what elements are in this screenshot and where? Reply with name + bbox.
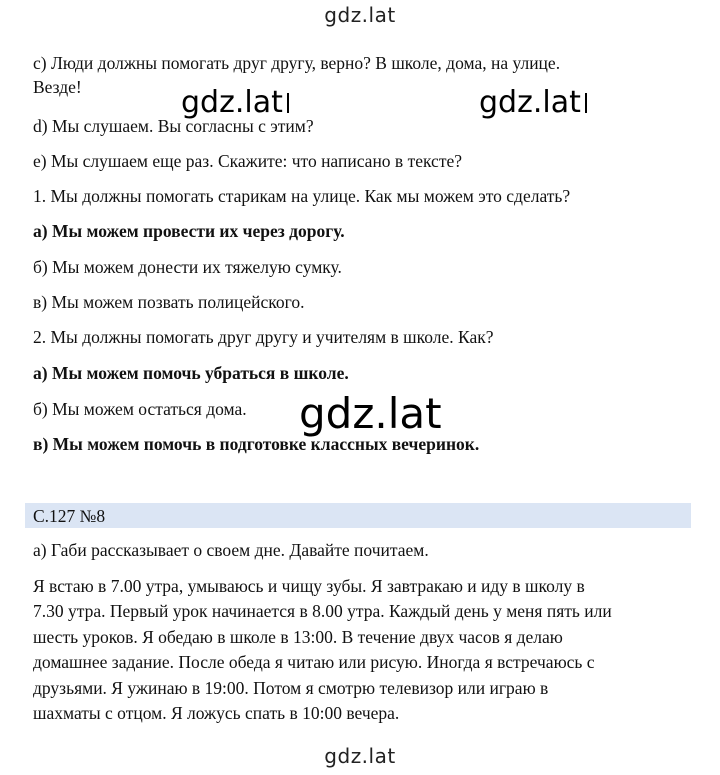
line-e: е) Мы слушаем еще раз. Скажите: что написано в тексте? <box>33 151 463 171</box>
paragraph-line: шесть уроков. Я обедаю в школе в 13:00. В течение двух часов я делаю <box>33 626 563 647</box>
watermark-bar <box>287 93 289 113</box>
section-title: С.127 №8 <box>33 506 106 526</box>
paragraph-line: друзьями. Я ужинаю в 19:00. Потом я смотрю телевизор или играю в <box>33 677 549 698</box>
paragraph-line: шахматы с отцом. Я ложусь спать в 10:00 вечера. <box>33 703 400 724</box>
watermark-bar <box>585 93 587 113</box>
answer-2a: а) Мы можем помочь убраться в школе. <box>33 363 349 383</box>
section-header <box>25 503 691 528</box>
line-c-1: с) Люди должны помогать друг другу, верно? В школе, дома, на улице. <box>33 53 561 73</box>
line-c-2: Везде! <box>33 77 82 97</box>
answer-1a: а) Мы можем провести их через дорогу. <box>33 221 345 241</box>
answer-2c: в) Мы можем помочь в подготовке классных вечеринок. <box>33 434 480 454</box>
watermark-mid-left-text: gdz.lat <box>181 85 283 120</box>
paragraph-line: Я встаю в 7.00 утра, умываюсь и чищу зубы. Я завтракаю и иду в школу в <box>33 576 585 596</box>
answer-1b: б) Мы можем донести их тяжелую сумку. <box>33 257 342 277</box>
watermark-center: gdz.lat <box>299 389 442 438</box>
watermark-mid-right <box>479 85 587 120</box>
question-2: 2. Мы должны помогать друг другу и учителям в школе. Как? <box>33 327 494 347</box>
watermark-mid-right-text: gdz.lat <box>479 85 581 120</box>
answer-1c: в) Мы можем позвать полицейского. <box>33 292 305 312</box>
paragraph-line: 7.30 утра. Первый урок начинается в 8.00 утра. Каждый день у меня пять или <box>33 601 612 622</box>
watermark-top: gdz.lat <box>324 3 396 27</box>
line-d: d) Мы слушаем. Вы согласны с этим? <box>33 116 314 136</box>
watermark-bottom: gdz.lat <box>324 744 396 768</box>
answer-2b: б) Мы можем остаться дома. <box>33 399 247 419</box>
paragraph-line: домашнее задание. После обеда я читаю или рисую. Иногда я встречаюсь с <box>33 652 595 673</box>
story-paragraph <box>33 574 693 726</box>
question-1: 1. Мы должны помогать старикам на улице. Как мы можем это сделать? <box>33 186 571 206</box>
section-intro: а) Габи рассказывает о своем дне. Давайте почитаем. <box>33 540 429 560</box>
